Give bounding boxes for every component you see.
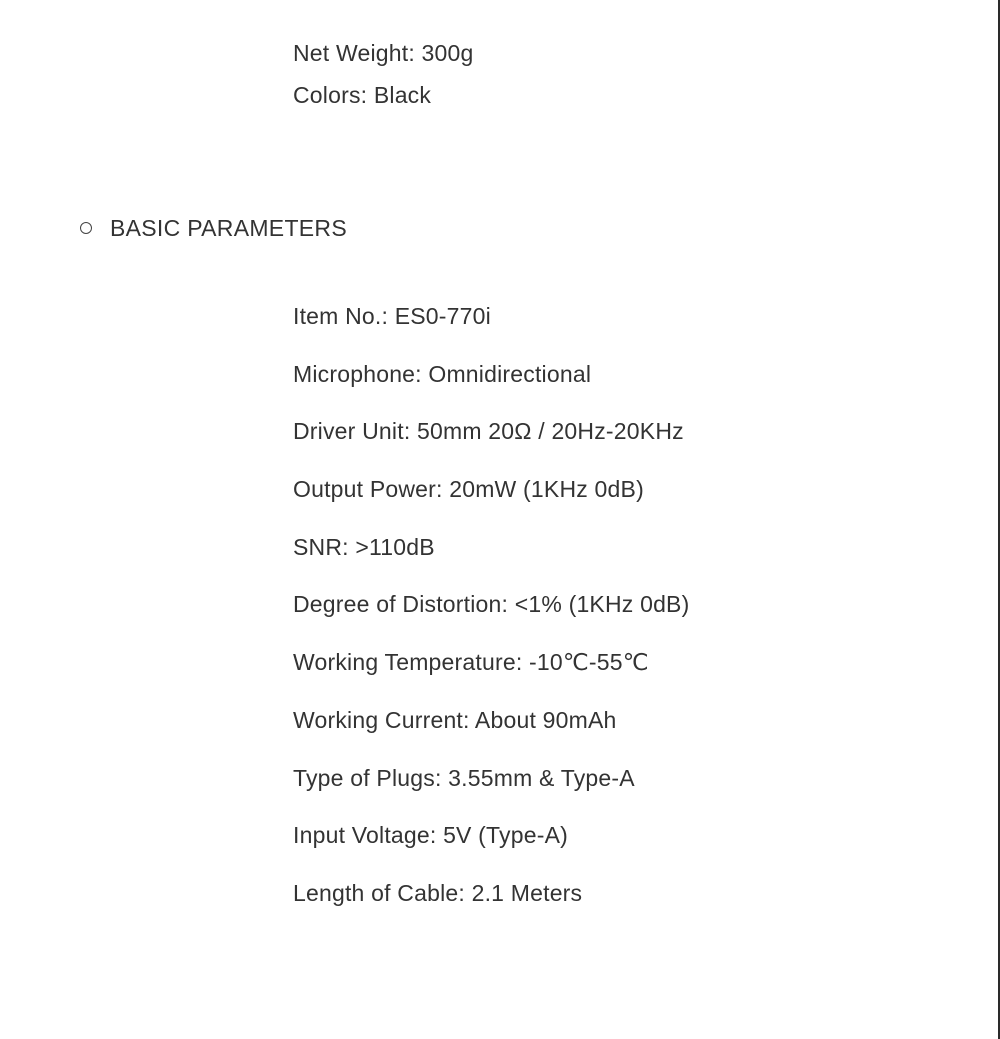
net-weight-text: Net Weight: 300g bbox=[293, 40, 474, 66]
parameter-distortion: Degree of Distortion: <1% (1KHz 0dB) bbox=[293, 591, 690, 618]
top-spec-block bbox=[293, 32, 474, 116]
parameter-input-voltage: Input Voltage: 5V (Type-A) bbox=[293, 822, 568, 849]
parameter-cable-length: Length of Cable: 2.1 Meters bbox=[293, 879, 583, 906]
parameter-snr: SNR: >110dB bbox=[293, 533, 435, 560]
colors-text: Colors: Black bbox=[293, 82, 432, 108]
parameter-driver-unit: Driver Unit: 50mm 20Ω / 20Hz-20KHz bbox=[293, 418, 684, 445]
parameter-list bbox=[293, 296, 689, 931]
parameter-output-power: Output Power: 20mW (1KHz 0dB) bbox=[293, 476, 644, 503]
circle-outline-icon bbox=[80, 222, 92, 234]
basic-parameters-heading bbox=[80, 212, 347, 244]
parameter-item-no: Item No.: ES0-770i bbox=[293, 303, 491, 329]
section-heading-label: BASIC PARAMETERS bbox=[110, 214, 347, 241]
parameter-working-temperature: Working Temperature: -10℃-55℃ bbox=[293, 649, 649, 676]
parameter-microphone: Microphone: Omnidirectional bbox=[293, 360, 592, 387]
parameter-plug-types: Type of Plugs: 3.55mm & Type-A bbox=[293, 764, 635, 791]
parameter-working-current: Working Current: About 90mAh bbox=[293, 706, 617, 733]
